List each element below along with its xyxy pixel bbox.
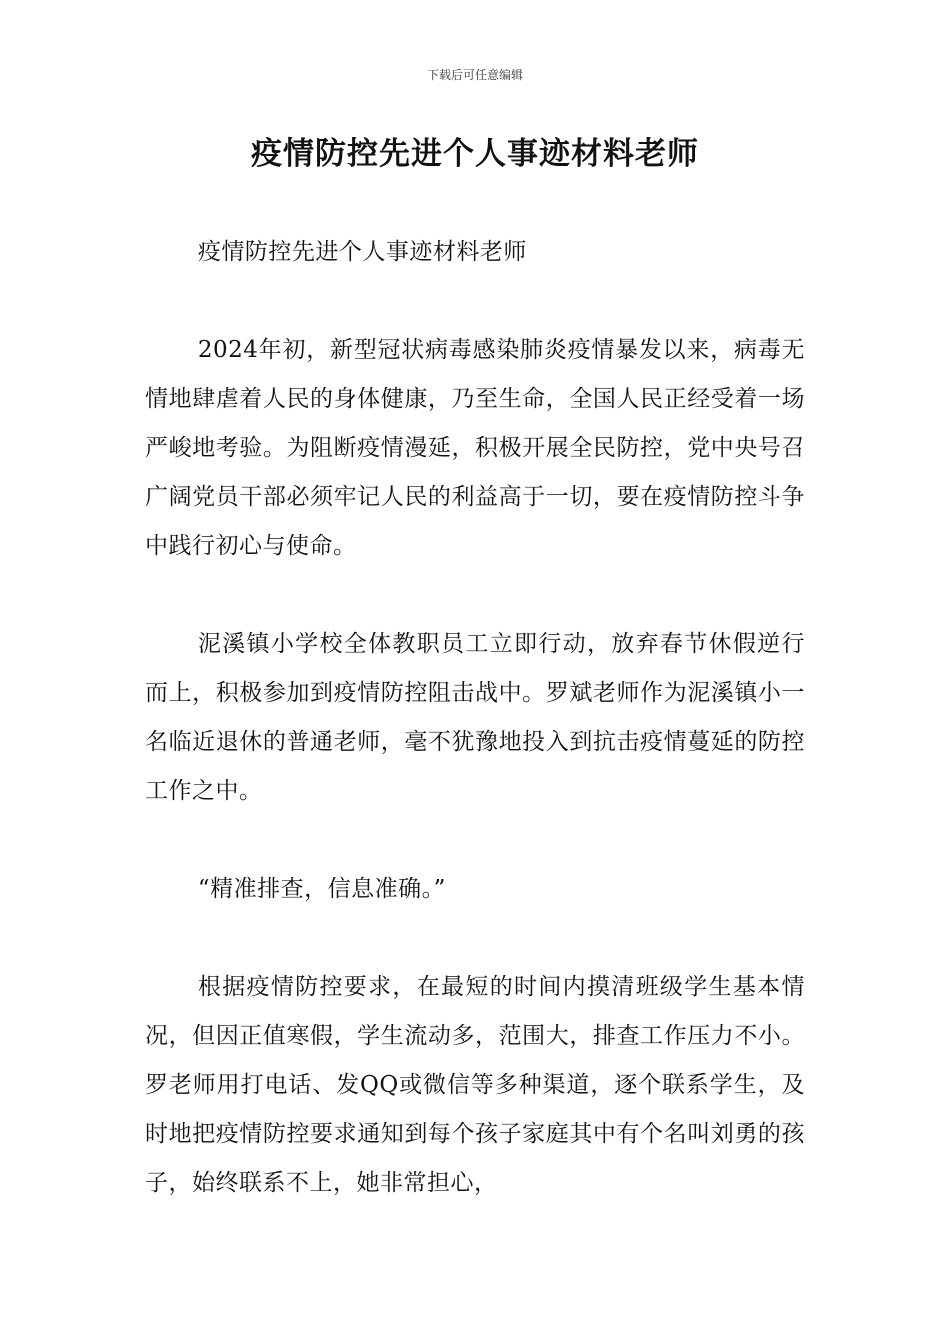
paragraph-quote: “精准排查，信息准确。” <box>197 876 446 902</box>
header-note: 下载后可任意编辑 <box>426 68 523 82</box>
paragraph-subtitle: 疫情防控先进个人事迹材料老师 <box>197 239 527 265</box>
paragraph: 2024年初，新型冠状病毒感染肺炎疫情暴发以来，病毒无情地肆虐着人民的身体健康，乃至生命，全国人民正经受着一场严峻地考验。为阻断疫情漫延，积极开展全民防控，党中央号召广阔党员干部必须牢记人民的利益高于一切，要在疫情防控斗争中践行初心与使命。 <box>145 337 805 559</box>
document-body <box>145 228 805 1257</box>
document-title: 疫情防控先进个人事迹材料老师 <box>251 136 699 172</box>
paragraph: 根据疫情防控要求，在最短的时间内摸清班级学生基本情况，但因正值寒假，学生流动多，范围大，排查工作压力不小。罗老师用打电话、发QQ或微信等多种渠道，逐个联系学生，及时地把疫情防控要求通知到每个孩子家庭其中有个名叫刘勇的孩子，始终联系不上，她非常担心， <box>145 974 805 1196</box>
paragraph: 泥溪镇小学校全体教职员工立即行动，放弃春节休假逆行而上，积极参加到疫情防控阻击战中。罗斌老师作为泥溪镇小一名临近退休的普通老师，毫不犹豫地投入到抗击疫情蔓延的防控工作之中。 <box>145 631 805 804</box>
